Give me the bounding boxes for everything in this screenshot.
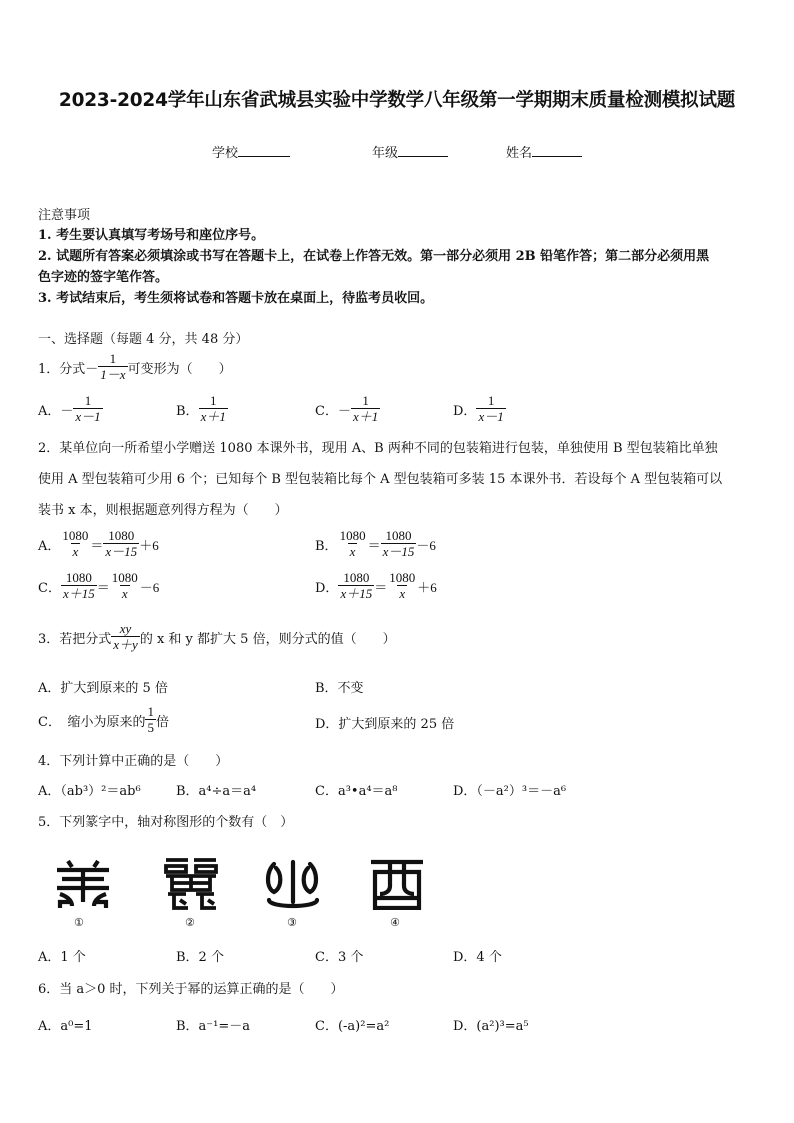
q5-option-b[interactable]: B．2 个 [176,950,224,965]
q2-option-d[interactable]: D． $\frac{1080}{x+15}$ ＝ $\frac{1080}{x}$ ＋6 [315,570,437,601]
seal-glyph-xi-icon [368,858,426,910]
seal-label-1: ① [74,916,84,929]
q1-b-num: 1 [209,393,217,409]
q2-b-n1: 1080 [339,528,366,544]
q1-option-b[interactable] [176,390,228,428]
q3-stem [38,617,396,657]
notes-heading: 注意事项 [38,208,91,223]
name-field[interactable] [506,142,582,161]
seal-glyph-chu-icon [264,858,322,910]
q1-stem-pre: 1．分式－ [38,361,99,377]
q1-a-den: x－1 [75,409,101,424]
q1-b-den: x＋1 [200,409,226,424]
q1-c-label: C．－ [315,403,351,419]
grade-field[interactable] [372,142,448,161]
q4-option-a[interactable]: A．（ab³）²＝ab⁶ [38,784,141,799]
name-label: 姓名 [506,146,533,161]
q4-option-d[interactable]: D．（－a²）³＝－a⁶ [453,784,567,799]
q2-a-n1: 1080 [62,528,89,544]
q1-stem-post: 可变形为（ ） [127,361,232,377]
q5-option-d[interactable]: D．4 个 [453,950,502,965]
seal-glyph-mei-icon [54,858,112,910]
q4-option-b[interactable]: B．a⁴÷a＝a⁴ [176,784,257,799]
q2-b-d1: x [349,544,356,559]
q3-c-den: 5 [147,720,154,735]
q4-option-c[interactable]: C．a³•a⁴＝a⁸ [315,784,398,799]
q2-c-n1: 1080 [65,570,92,586]
q2-c-d2: x [121,586,128,601]
q6-stem: 6．当 a＞0 时，下列关于幂的运算正确的是（ ） [38,982,344,997]
q1-fraction [98,352,127,381]
q2-c-label: C． [38,580,61,596]
school-label: 学校 [212,146,239,161]
q5-option-c[interactable]: C．3 个 [315,950,364,965]
notes-item-2: 2. 试题所有答案必须填涂或书写在答题卡上，在试卷上作答无效。第一部分必须用 2B 铅笔作答；第二部分必须用黑 [38,249,710,264]
q5-option-a[interactable]: A．1 个 [38,950,86,965]
section-heading: 一、选择题（每题 4 分，共 48 分） [38,332,249,347]
q2-d-d2: x [399,586,406,601]
q2-option-b[interactable]: B． $\frac{1080}{x}$ ＝ $\frac{1080}{x-15}$ －6 [315,528,436,559]
school-blank[interactable] [238,144,290,157]
q5-stem: 5．下列篆字中，轴对称图形的个数有（ ） [38,815,294,830]
q2-d-n1: 1080 [343,570,370,586]
q1-b-label: B． [176,403,199,419]
q1-frac-den: 1－x [100,367,126,382]
q1-option-d[interactable] [453,390,506,428]
q2-line-3: 装书 x 本，则根据题意列得方程为（ ） [38,503,288,518]
q2-line-1: 2．某单位向一所希望小学赠送 1080 本课外书，现用 A、B 两种不同的包装箱进行包装，单独使用 B 型包装箱比单独 [38,441,718,456]
seal-label-4: ④ [390,916,400,929]
q3-option-d[interactable]: D．扩大到原来的 25 倍 [315,717,455,732]
q3-c-pre: C． 缩小为原来的 [38,714,146,730]
q2-c-n2: 1080 [111,570,138,586]
name-blank[interactable] [532,144,582,157]
q3-c-post: 倍 [155,714,169,730]
q2-b-tail: －6 [416,537,436,553]
q2-a-d2: x－15 [105,544,138,559]
q1-stem [38,348,232,386]
q4-stem: 4．下列计算中正确的是（ ） [38,754,229,769]
q2-d-tail: ＋6 [417,579,437,595]
q2-option-a[interactable]: A． $\frac{1080}{x}$ ＝ $\frac{1080}{x-15}$ ＋6 [38,528,159,559]
notes-item-2-cont: 色字迹的签字笔作答。 [38,270,169,285]
q2-option-c[interactable]: C． $\frac{1080}{x+15}$ ＝ $\frac{1080}{x}$ －6 [38,570,160,601]
q3-c-num: 1 [147,704,154,720]
q2-d-d1: x＋15 [340,586,373,601]
q1-a-num: 1 [84,393,92,409]
q2-d-label: D． [315,580,339,596]
grade-label: 年级 [372,146,399,161]
q2-a-tail: ＋6 [139,537,159,553]
grade-blank[interactable] [398,144,448,157]
seal-glyph-li-icon [162,856,220,912]
seal-label-2: ② [185,916,195,929]
q2-c-tail: －6 [139,579,160,595]
q3-stem-post: 的 x 和 y 都扩大 5 倍，则分式的值（ ） [139,631,396,647]
q1-option-c[interactable] [315,390,380,428]
q2-b-n2: 1080 [385,528,412,544]
q6-option-d[interactable]: D．(a²)³=a⁵ [453,1019,529,1034]
q3-option-a[interactable]: A．扩大到原来的 5 倍 [38,681,168,696]
q6-option-a[interactable]: A．a⁰=1 [38,1019,93,1034]
q2-b-d2: x－15 [382,544,415,559]
q2-a-d1: x [72,544,79,559]
q6-option-b[interactable]: B．a⁻¹=－a [176,1019,251,1034]
q3-frac-num: xy [119,621,132,637]
q1-c-num: 1 [362,393,369,409]
q3-option-b[interactable]: B．不变 [315,681,364,696]
q6-option-c[interactable]: C．(-a)²=a² [315,1019,390,1034]
q2-d-n2: 1080 [389,570,416,586]
q3-option-c[interactable] [38,700,169,740]
notes-item-3: 3. 考试结束后，考生须将试卷和答题卡放在桌面上，待监考员收回。 [38,291,434,306]
q1-a-label: A．－ [38,403,74,419]
page-title: 2023-2024学年山东省武城县实验中学数学八年级第一学期期末质量检测模拟试题 [58,90,736,111]
q2-b-label: B． [315,538,338,554]
q1-c-den: x＋1 [352,409,379,424]
school-field[interactable] [212,142,290,161]
q2-a-n2: 1080 [108,528,135,544]
q1-frac-num: 1 [109,351,117,367]
notes-item-1: 1. 考生要认真填写考场号和座位序号。 [38,228,265,243]
q1-d-label: D． [453,403,477,419]
q3-frac-den: x＋y [113,637,138,652]
q2-c-d1: x＋15 [62,586,95,601]
q3-stem-pre: 3．若把分式 [38,631,112,647]
q1-d-den: x－1 [478,409,504,424]
q1-d-num: 1 [487,393,495,409]
q2-line-2: 使用 A 型包装箱可少用 6 个；已知每个 B 型包装箱比每个 A 型包装箱可多装 15 本课外书．若设每个 A 型包装箱可以 [38,472,723,487]
q1-option-a[interactable] [38,390,103,428]
q2-a-label: A． [38,538,61,554]
seal-label-3: ③ [287,916,297,929]
